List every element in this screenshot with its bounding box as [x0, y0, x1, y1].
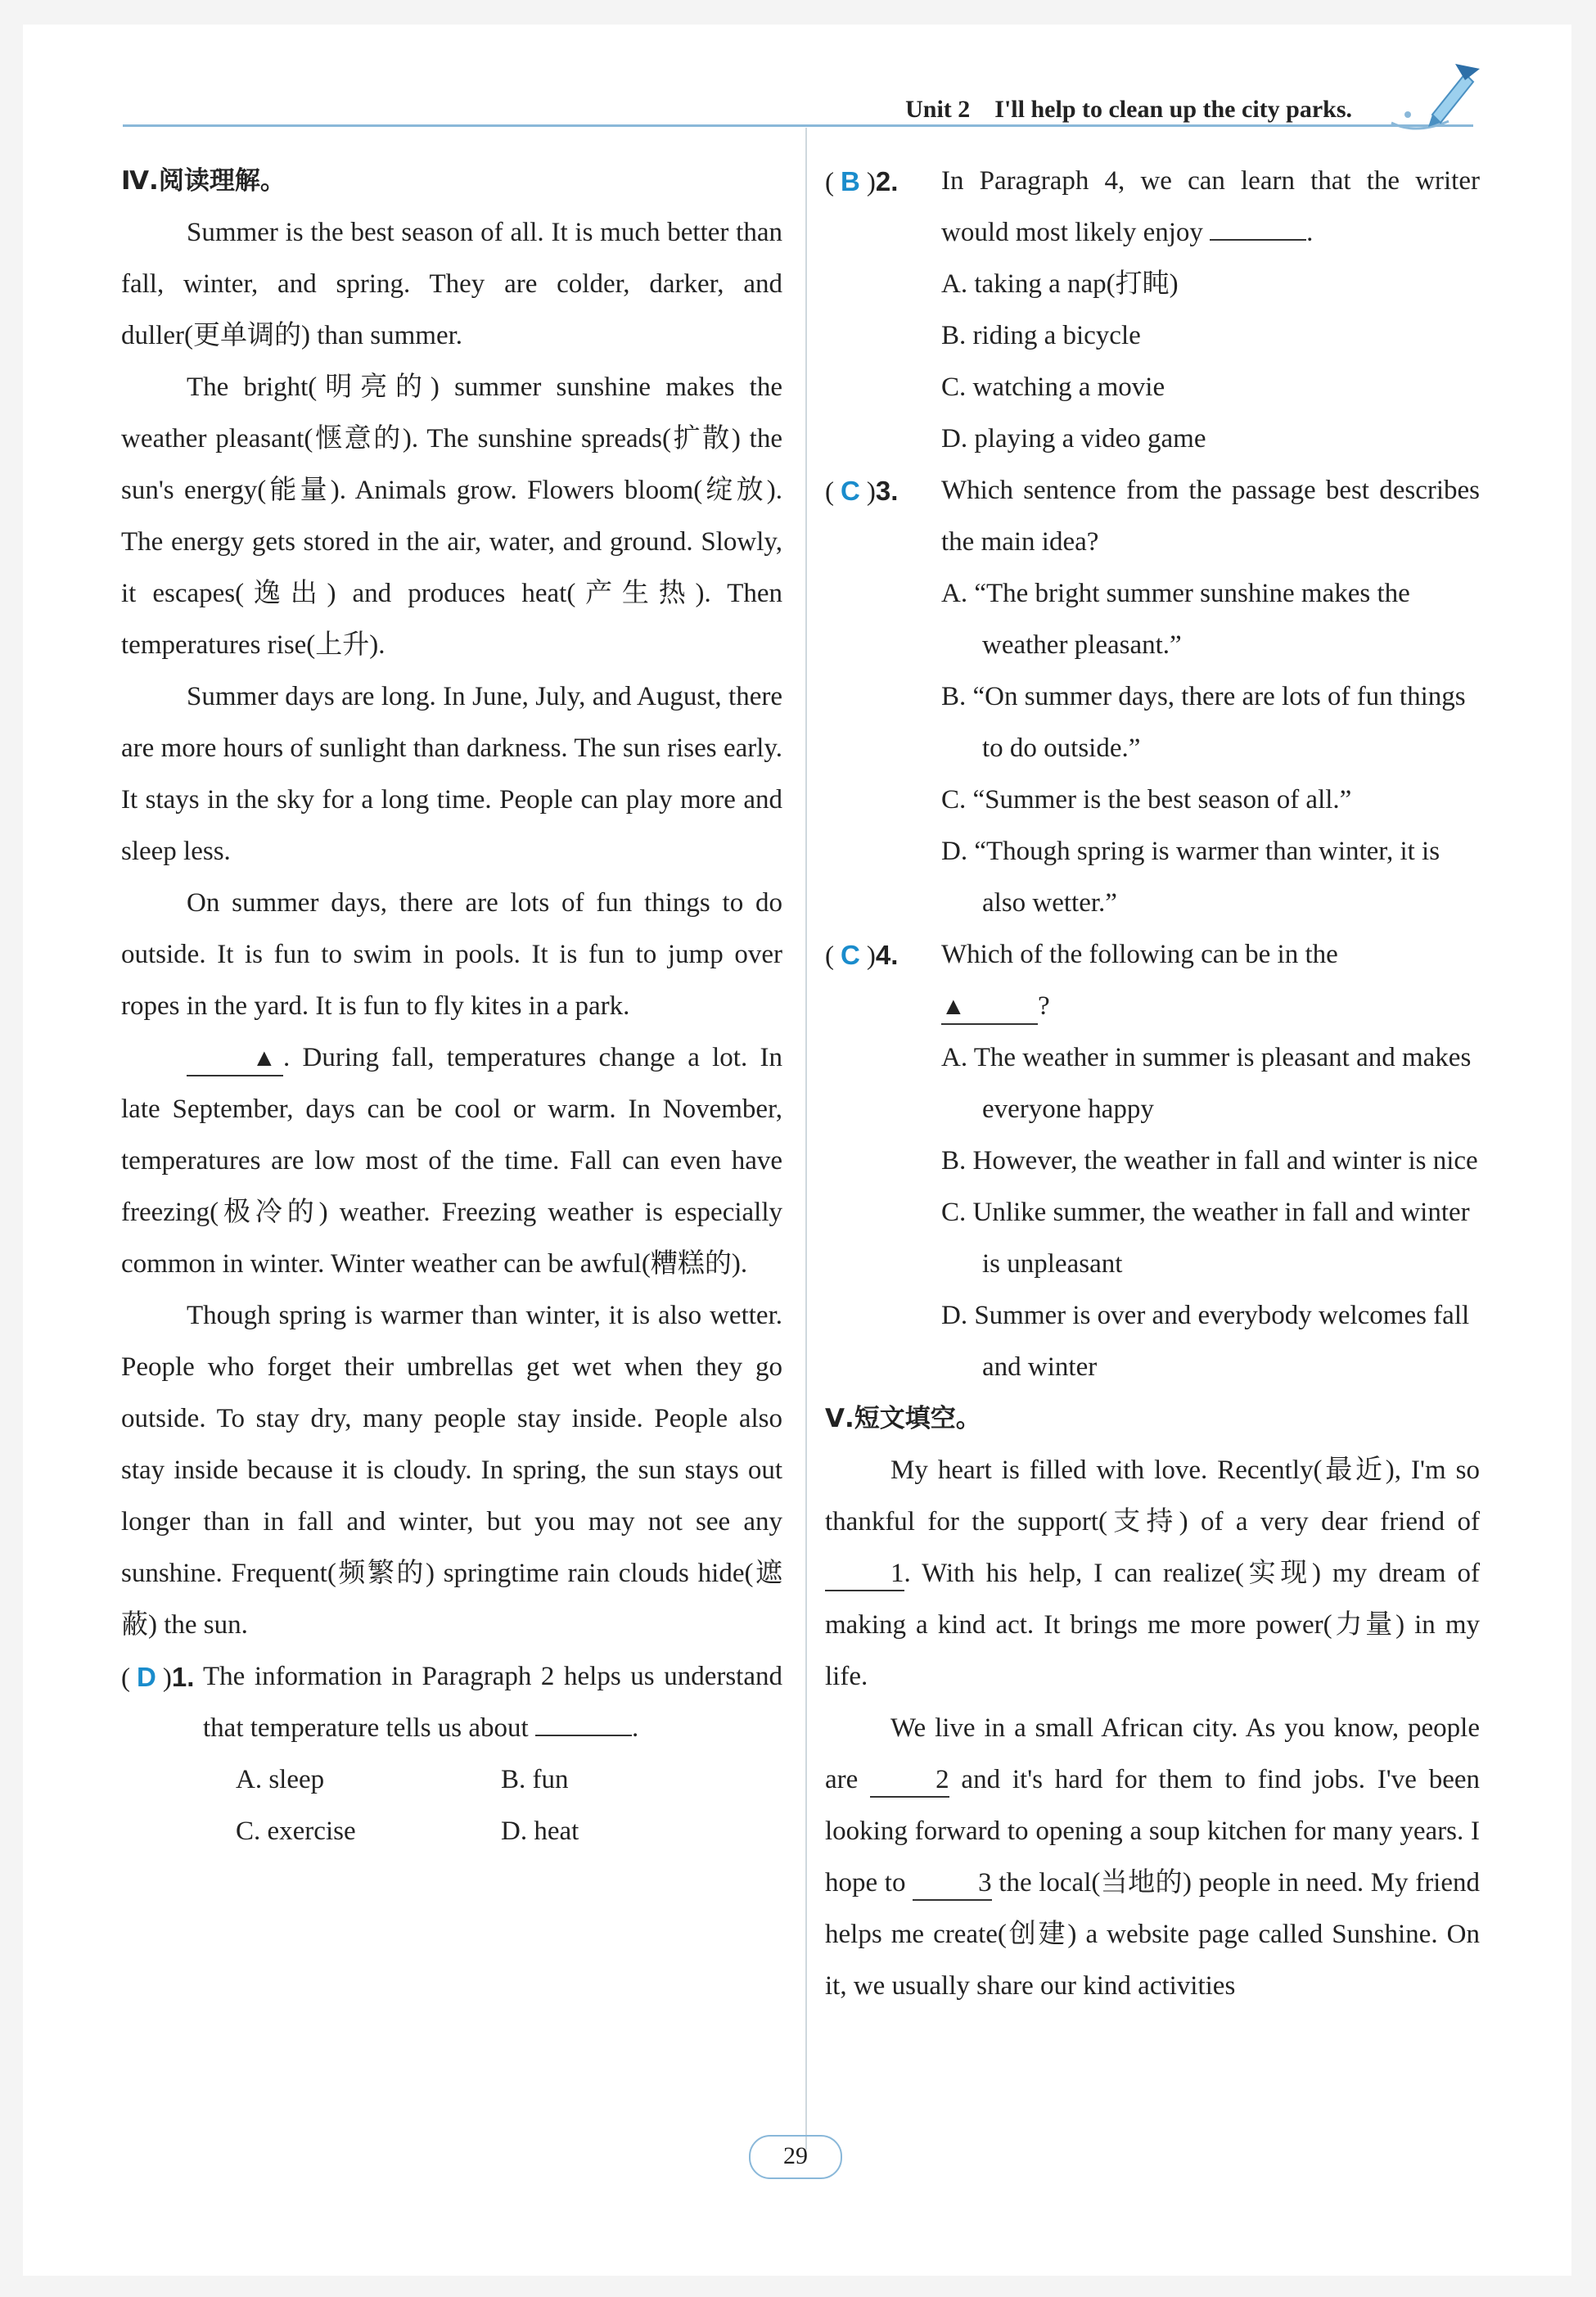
- option: A. The weather in summer is pleasant and makes everyone happy: [941, 1043, 1472, 1124]
- option: A. sleep: [236, 1765, 325, 1794]
- triangle-blank: ▲: [941, 991, 1038, 1025]
- question-3: [825, 465, 1480, 568]
- question-text: Which of the following can be in the: [941, 940, 1338, 969]
- answer-label: C: [841, 476, 860, 506]
- question-number: 4.: [875, 940, 899, 970]
- pencil-icon: [1383, 57, 1481, 139]
- reading-paragraph-3: Summer days are long. In June, July, and August, there are more hours of sunlight than darkness. The sun rises early. It stays in the sky for a long time. People can play more and sleep less.: [121, 682, 782, 866]
- answer-label: B: [841, 166, 860, 196]
- option: D. “Though spring is warmer than winter, it is also wetter.”: [941, 837, 1440, 918]
- question-1-answer-mark: ( D )1.: [121, 1662, 195, 1693]
- option: B. fun: [501, 1765, 569, 1794]
- option: D. Summer is over and everybody welcomes fall and winter: [941, 1301, 1470, 1382]
- cloze-blank-1: 1: [825, 1557, 904, 1591]
- question-number: 1.: [171, 1662, 195, 1692]
- question-text: The information in Paragraph 2 helps us understand that temperature tells us about: [203, 1662, 782, 1743]
- question-2-text: In Paragraph 4, we can learn that the writer would most likely enjoy .: [941, 166, 1480, 247]
- question-4-text: Which of the following can be in the ▲ ?: [941, 929, 1480, 1032]
- cloze-text: and it's hard for them to find jobs. I've been looking forward to opening a soup kitchen for many years. I hope to: [825, 1765, 1481, 1898]
- option: A. “The bright summer sunshine makes the weather pleasant.”: [941, 579, 1410, 660]
- option: C. “Summer is the best season of all.”: [941, 785, 1352, 815]
- question-2-answer-mark: ( B )2.: [825, 166, 899, 197]
- question-1-options: [121, 1754, 782, 1857]
- reading-paragraph-1: Summer is the best season of all. It is much better than fall, winter, and spring. They are colder, darker, and duller(更单调的) than summer.: [121, 218, 782, 350]
- option: C. exercise: [236, 1816, 356, 1846]
- option: C. watching a movie: [941, 372, 1165, 402]
- left-column: [121, 156, 782, 1857]
- option: D. heat: [501, 1816, 579, 1846]
- right-column: [825, 156, 1480, 2012]
- cloze-blank-2: 2: [870, 1763, 949, 1798]
- header-rule: [123, 124, 1473, 127]
- cloze-text: We live in a small African city. As you know, people are: [825, 1713, 1480, 1794]
- page-number: 29: [749, 2135, 842, 2179]
- answer-label: D: [137, 1662, 156, 1692]
- reading-paragraph-6: Though spring is warmer than winter, it is also wetter. People who forget their umbrellas get wet when they go outside. To stay dry, many people stay inside. People also stay inside because it is cloudy. In spring, the sun stays out longer than in fall and winter, but you may not see any sunshine. Frequent(频繁的) springtime rain clouds hide(遮蔽) the sun.: [121, 1301, 782, 1640]
- answer-label: C: [841, 940, 860, 970]
- option: B. riding a bicycle: [941, 321, 1141, 350]
- cloze-paragraph-2: [825, 1703, 1480, 2012]
- reading-paragraph-5-text: . During fall, temperatures change a lot. In late September, days can be cool or warm. In November, temperatures are low most of the time. Fall can even have freezing(极冷的) weather. Freezing weather is especially common in winter. Winter weather can be awful(糟糕的).: [121, 1043, 782, 1279]
- cloze-text: My heart is filled with love. Recently(最近), I'm so thankful for the support(支持) of a very dear friend of: [825, 1455, 1480, 1537]
- column-divider: [805, 128, 807, 2150]
- question-text: In Paragraph 4, we can learn that the writer would most likely enjoy: [941, 166, 1480, 247]
- question-3-answer-mark: ( C )3.: [825, 476, 899, 507]
- triangle-blank: ▲: [187, 1042, 283, 1076]
- question-4-answer-mark: ( C )4.: [825, 940, 899, 971]
- option: D. playing a video game: [941, 424, 1206, 454]
- cloze-paragraph-1: [825, 1445, 1480, 1703]
- answer-blank: [535, 1735, 632, 1736]
- question-3-text: Which sentence from the passage best describes the main idea?: [941, 476, 1480, 557]
- option: C. Unlike summer, the weather in fall and winter is unpleasant: [941, 1198, 1470, 1279]
- cloze-text: the local(当地的) people in need. My friend helps me create(创建) a website page called Sunshine. On it, we usually share our kind activities: [825, 1868, 1480, 2001]
- section-title-reading: Ⅳ.阅读理解。: [121, 166, 286, 196]
- option: B. “On summer days, there are lots of fun things to do outside.”: [941, 682, 1466, 763]
- question-number: 3.: [875, 476, 899, 506]
- section-title-cloze: Ⅴ.短文填空。: [825, 1404, 981, 1433]
- option: A. taking a nap(打盹): [941, 269, 1179, 299]
- reading-paragraph-5: [121, 1032, 782, 1290]
- option: B. However, the weather in fall and winter is nice: [941, 1146, 1478, 1176]
- cloze-blank-3: 3: [913, 1866, 992, 1901]
- header-title: Unit 2 I'll help to clean up the city parks.: [905, 96, 1352, 123]
- cloze-text: . With his help, I can realize(实现) my dream of making a kind act. It brings me more power(力量) in my life.: [825, 1559, 1480, 1691]
- question-2: [825, 156, 1480, 259]
- question-1: [121, 1651, 782, 1754]
- answer-blank: [1210, 239, 1306, 241]
- reading-paragraph-2: The bright(明亮的) summer sunshine makes the weather pleasant(惬意的). The sunshine spreads(扩散) the sun's energy(能量). Animals grow. Flowers bloom(绽放). The energy gets stored in the air, water, and ground. Slowly, it escapes(逸出) and produces heat(产生热). Then temperatures rise(上升).: [121, 372, 782, 660]
- question-number: 2.: [875, 166, 899, 196]
- reading-paragraph-4: On summer days, there are lots of fun things to do outside. It is fun to swim in pools. It is fun to jump over ropes in the yard. It is fun to fly kites in a park.: [121, 888, 782, 1021]
- question-1-text: The information in Paragraph 2 helps us understand that temperature tells us about .: [203, 1662, 782, 1743]
- question-4: [825, 929, 1480, 1032]
